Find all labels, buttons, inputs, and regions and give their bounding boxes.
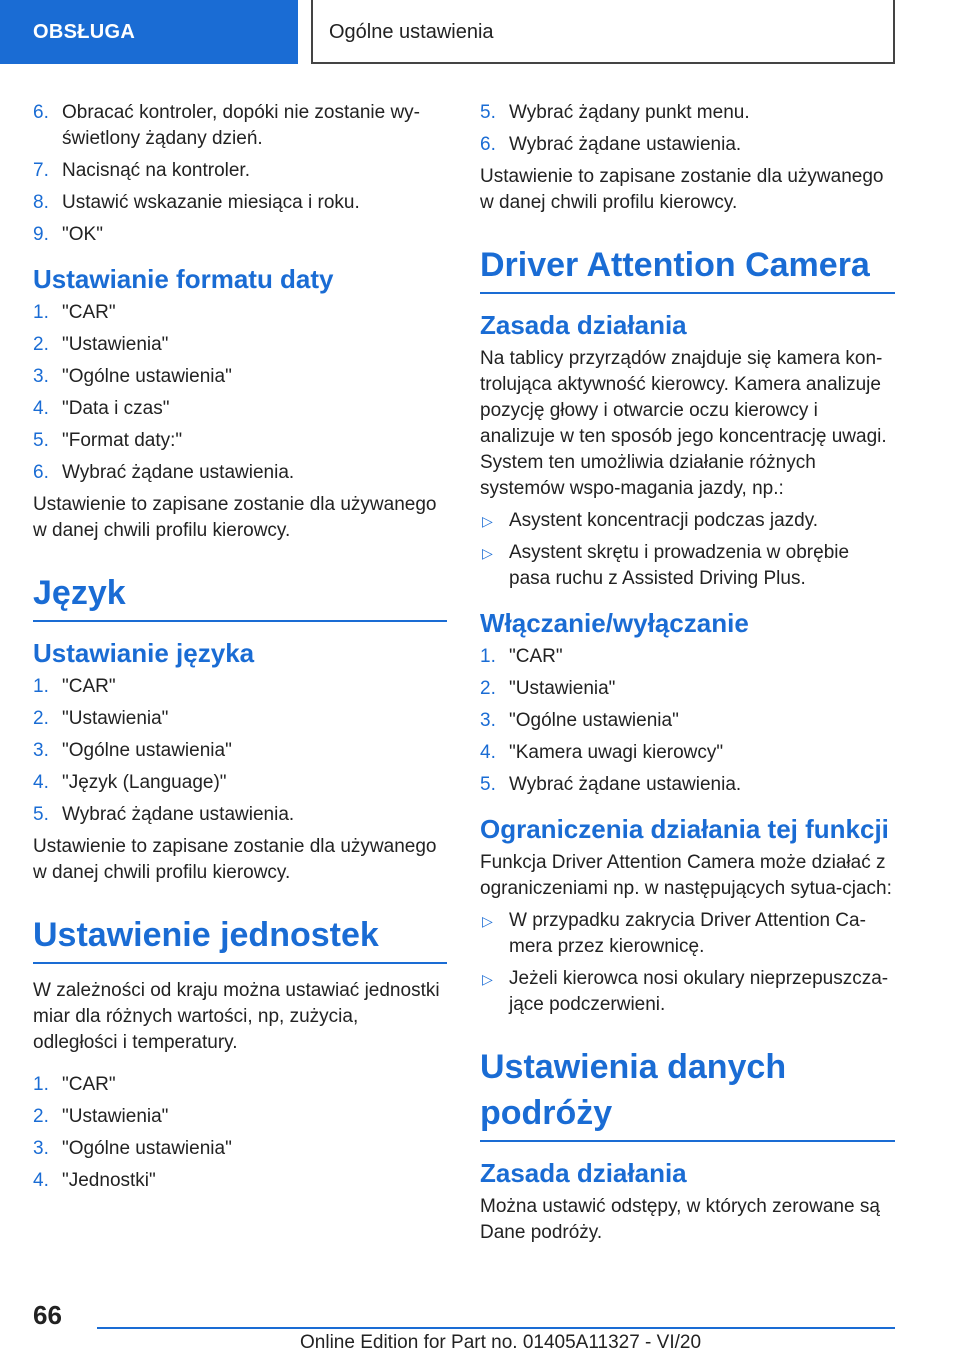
list-item	[33, 1104, 447, 1130]
step-text: "Ogólne ustawienia"	[62, 366, 232, 387]
step-number: 3.	[33, 366, 49, 387]
list-item	[33, 222, 447, 248]
list-item	[480, 132, 895, 158]
step-text: "CAR"	[62, 676, 116, 697]
step-text: "Data i czas"	[62, 398, 170, 419]
bullet-text: Jeżeli kierowca nosi okulary nieprzepuszcza-jące podczerwieni.	[509, 968, 889, 1015]
footer-edition: Online Edition for Part no. 01405A11327 - VI/20	[300, 1332, 702, 1353]
step-text: Nacisnąć na kontroler.	[62, 160, 250, 181]
step-text: "Kamera uwagi kierowcy"	[509, 742, 724, 763]
step-number: 4.	[33, 398, 49, 419]
units-section-title: Ustawienie jednostek	[33, 912, 447, 964]
list-item	[480, 676, 895, 702]
list-item	[480, 508, 895, 534]
list-item	[33, 158, 447, 184]
list-item	[33, 802, 447, 828]
step-number: 4.	[33, 772, 49, 793]
dac-limits-text: Funkcja Driver Attention Camera może działać z ograniczeniami np. w następujących sytua-cjach:	[480, 852, 892, 899]
step-text: "OK"	[62, 224, 103, 245]
date-format-heading: Ustawianie formatu daty	[33, 264, 334, 294]
step-number: 2.	[480, 678, 496, 699]
step-number: 1.	[480, 646, 496, 667]
dac-principle-text: Na tablicy przyrządów znajduje się kamera kon-trolująca aktywność kierowcy. Kamera analizuje pozycję głowy i otwarcie oczu kierowcy i analizuje w ten sposób jego koncentrację uwagi. System ten umożliwia działanie różnych systemów wspo-magania jazdy, np.:	[480, 348, 887, 499]
header-section-tab: OBSŁUGA	[0, 0, 298, 64]
step-text: "Ustawienia"	[509, 678, 616, 699]
page-number: 66	[33, 1300, 62, 1330]
list-item	[33, 100, 447, 152]
step-number: 1.	[33, 1074, 49, 1095]
header-title: Ogólne ustawienia	[311, 0, 895, 64]
step-number: 2.	[33, 334, 49, 355]
step-text: "Ogólne ustawienia"	[62, 740, 232, 761]
step-number: 3.	[33, 1138, 49, 1159]
step-number: 6.	[33, 102, 49, 123]
language-section-title: Język	[33, 570, 447, 622]
step-text: Obracać kontroler, dopóki nie zostanie wy-	[62, 102, 421, 123]
list-item	[33, 674, 447, 700]
step-number: 5.	[33, 430, 49, 451]
step-number: 3.	[480, 710, 496, 731]
step-text-cont: świetlony żądany dzień.	[62, 128, 263, 149]
list-item	[480, 644, 895, 670]
dac-limits-heading: Ograniczenia działania tej funkcji	[480, 814, 889, 844]
list-item	[33, 706, 447, 732]
trip-principle-text: Można ustawić odstępy, w których zerowane są Dane podróży.	[480, 1196, 880, 1243]
bullet-text: W przypadku zakrycia Driver Attention Ca-mera przez kierownicę.	[509, 910, 866, 957]
step-text: "CAR"	[509, 646, 563, 667]
list-item	[480, 772, 895, 798]
step-number: 5.	[480, 102, 496, 123]
list-item	[33, 300, 447, 326]
right-column	[480, 100, 895, 1252]
step-text: "Ogólne ustawienia"	[62, 1138, 232, 1159]
step-text: Wybrać żądane ustawienia.	[62, 462, 295, 483]
list-item	[480, 908, 895, 960]
step-number: 1.	[33, 302, 49, 323]
step-text: Wybrać żądane ustawienia.	[62, 804, 295, 825]
step-number: 8.	[33, 192, 49, 213]
step-number: 1.	[33, 676, 49, 697]
language-note: Ustawienie to zapisane zostanie dla używanego w danej chwili profilu kierowcy.	[33, 836, 437, 883]
list-item	[33, 770, 447, 796]
list-item	[33, 396, 447, 422]
step-number: 6.	[33, 462, 49, 483]
language-heading: Ustawianie języka	[33, 638, 255, 668]
trip-section-title: Ustawienia danych podróży	[480, 1044, 895, 1142]
list-item	[33, 1136, 447, 1162]
step-text: "Ustawienia"	[62, 1106, 169, 1127]
step-text: "Format daty:"	[62, 430, 183, 451]
step-number: 5.	[33, 804, 49, 825]
units-intro: W zależności od kraju można ustawiać jednostki miar dla różnych wartości, np, zużycia, odległości i temperatury.	[33, 980, 440, 1053]
list-item	[33, 1072, 447, 1098]
list-item	[33, 460, 447, 486]
step-number: 4.	[480, 742, 496, 763]
step-text: Wybrać żądany punkt menu.	[509, 102, 750, 123]
footer-divider	[97, 1327, 895, 1329]
step-number: 3.	[33, 740, 49, 761]
list-item	[33, 364, 447, 390]
step-text: "CAR"	[62, 1074, 116, 1095]
list-item	[33, 1168, 447, 1194]
trip-principle-heading: Zasada działania	[480, 1158, 687, 1188]
list-item	[480, 540, 895, 592]
step-text: Wybrać żądane ustawienia.	[509, 134, 742, 155]
step-text: "Jednostki"	[62, 1170, 156, 1191]
step-number: 6.	[480, 134, 496, 155]
step-number: 7.	[33, 160, 49, 181]
step-number: 4.	[33, 1170, 49, 1191]
step-text: "CAR"	[62, 302, 116, 323]
bullet-text: Asystent koncentracji podczas jazdy.	[509, 510, 819, 531]
step-text: Ustawić wskazanie miesiąca i roku.	[62, 192, 360, 213]
step-number: 2.	[33, 708, 49, 729]
list-item	[33, 738, 447, 764]
top-note: Ustawienie to zapisane zostanie dla używanego w danej chwili profilu kierowcy.	[480, 166, 884, 213]
list-item	[480, 740, 895, 766]
list-item	[33, 332, 447, 358]
step-number: 5.	[480, 774, 496, 795]
step-text: "Ustawienia"	[62, 708, 169, 729]
step-text: Wybrać żądane ustawienia.	[509, 774, 742, 795]
step-text: "Ogólne ustawienia"	[509, 710, 679, 731]
step-number: 9.	[33, 224, 49, 245]
date-format-note: Ustawienie to zapisane zostanie dla używanego w danej chwili profilu kierowcy.	[33, 494, 437, 541]
step-text: "Ustawienia"	[62, 334, 169, 355]
step-number: 2.	[33, 1106, 49, 1127]
triangle-bullet-icon: ▷	[482, 971, 493, 987]
list-item	[33, 190, 447, 216]
list-item	[480, 100, 895, 126]
dac-principle-heading: Zasada działania	[480, 310, 687, 340]
left-column	[33, 100, 447, 1200]
triangle-bullet-icon: ▷	[482, 513, 493, 529]
list-item	[480, 966, 895, 1018]
dac-section-title: Driver Attention Camera	[480, 242, 895, 294]
bullet-text: Asystent skrętu i prowadzenia w obrębie pasa ruchu z Assisted Driving Plus.	[509, 542, 850, 589]
list-item	[33, 428, 447, 454]
list-item	[480, 708, 895, 734]
triangle-bullet-icon: ▷	[482, 545, 493, 561]
triangle-bullet-icon: ▷	[482, 913, 493, 929]
dac-onoff-heading: Włączanie/wyłączanie	[480, 608, 749, 638]
step-text: "Język (Language)"	[62, 772, 227, 793]
